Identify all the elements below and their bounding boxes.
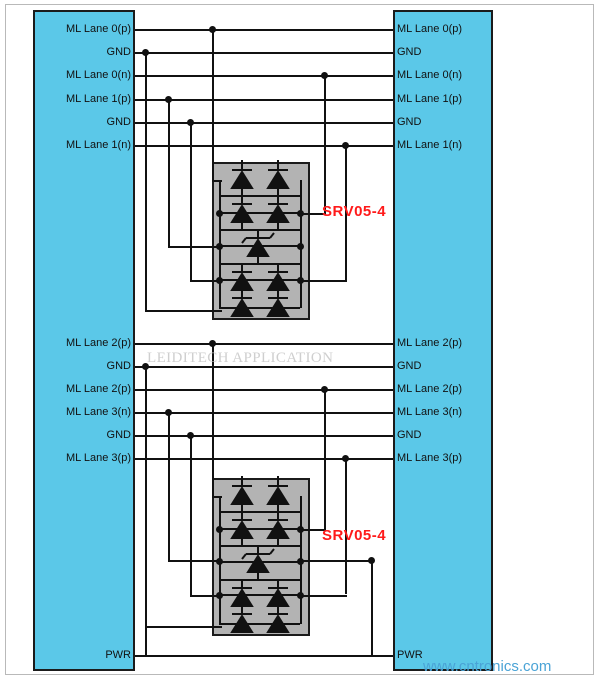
net-wire-lane1n xyxy=(135,145,393,147)
right-pin-label: PWR xyxy=(397,649,423,661)
junction-node xyxy=(165,96,172,103)
junction-node xyxy=(297,243,304,250)
net-wire-pwr xyxy=(135,655,393,657)
junction-node xyxy=(342,455,349,462)
junction-node xyxy=(342,142,349,149)
junction-node xyxy=(297,592,304,599)
left-pin-label: GND xyxy=(106,46,131,58)
left-pin-label: ML Lane 0(n) xyxy=(65,69,131,81)
route-v-gnd-bottom xyxy=(145,366,147,656)
net-wire-lane0n xyxy=(135,75,393,77)
junction-node xyxy=(187,119,194,126)
net-wire-lane0p xyxy=(135,29,393,31)
net-wire-lane3p xyxy=(135,458,393,460)
right-pin-label: GND xyxy=(397,360,422,372)
left-pin-label: ML Lane 3(p) xyxy=(65,452,131,464)
junction-node xyxy=(216,558,223,565)
route-v-lane2p2-bottom xyxy=(324,389,326,529)
junction-node xyxy=(297,558,304,565)
junction-node xyxy=(368,557,375,564)
right-pin-label: ML Lane 3(n) xyxy=(397,406,463,418)
right-pin-label: GND xyxy=(397,46,422,58)
route-h-bottom-7 xyxy=(300,560,372,562)
right-pin-label: ML Lane 1(n) xyxy=(397,139,463,151)
route-h-top-4 xyxy=(145,310,222,312)
junction-node xyxy=(187,432,194,439)
net-wire-gnd-2 xyxy=(135,122,393,124)
right-pin-label: ML Lane 0(p) xyxy=(397,23,463,35)
route-v-gnd-top xyxy=(145,52,147,312)
left-pin-label: ML Lane 1(p) xyxy=(65,93,131,105)
junction-node xyxy=(297,277,304,284)
tvs-array-top xyxy=(212,162,310,320)
left-pin-label: ML Lane 1(n) xyxy=(65,139,131,151)
left-pin-label: ML Lane 3(n) xyxy=(65,406,131,418)
route-h-top-1 xyxy=(212,180,222,182)
right-pin-label: ML Lane 2(p) xyxy=(397,337,463,349)
right-pin-label: ML Lane 0(n) xyxy=(397,69,463,81)
net-wire-lane2p-2 xyxy=(135,389,393,391)
right-pin-label: ML Lane 3(p) xyxy=(397,452,463,464)
watermark-company: LEIDITECH APPLICATION xyxy=(147,350,334,366)
junction-node xyxy=(216,592,223,599)
net-wire-lane3n xyxy=(135,412,393,414)
route-v-gnd2-top xyxy=(190,122,192,282)
junction-node xyxy=(216,526,223,533)
net-wire-gnd-4 xyxy=(135,435,393,437)
net-wire-lane2p xyxy=(135,343,393,345)
net-wire-gnd-1 xyxy=(135,52,393,54)
left-pin-label: ML Lane 2(p) xyxy=(65,383,131,395)
net-wire-lane1p xyxy=(135,99,393,101)
junction-node xyxy=(216,243,223,250)
junction-node xyxy=(321,386,328,393)
route-h-bottom-1 xyxy=(212,496,222,498)
route-v-lane0n-top xyxy=(324,75,326,215)
right-pin-label: ML Lane 1(p) xyxy=(397,93,463,105)
junction-node xyxy=(297,210,304,217)
right-pin-label: GND xyxy=(397,429,422,441)
part-label-bottom: SRV05-4 xyxy=(322,527,387,544)
junction-node xyxy=(216,277,223,284)
junction-node xyxy=(165,409,172,416)
junction-node xyxy=(216,210,223,217)
route-v-lane3n-bottom xyxy=(168,412,170,561)
right-pin-label: ML Lane 2(p) xyxy=(397,383,463,395)
left-pin-label: GND xyxy=(106,429,131,441)
route-h-top-6 xyxy=(300,280,347,282)
route-v-pwr-bottom xyxy=(371,560,373,657)
left-pin-label: PWR xyxy=(105,649,131,661)
route-v-lane0p-top xyxy=(212,29,214,182)
junction-node xyxy=(209,340,216,347)
right-pin-label: GND xyxy=(397,116,422,128)
left-pin-label: ML Lane 0(p) xyxy=(65,23,131,35)
left-pin-label: GND xyxy=(106,360,131,372)
route-h-top-2 xyxy=(168,246,222,248)
tvs-array-bottom xyxy=(212,478,310,636)
left-pin-label: ML Lane 2(p) xyxy=(65,337,131,349)
junction-node xyxy=(142,49,149,56)
route-v-lane3p-bottom xyxy=(345,458,347,594)
junction-node xyxy=(209,26,216,33)
left-pin-label: GND xyxy=(106,116,131,128)
part-label-top: SRV05-4 xyxy=(322,203,387,220)
route-v-gnd2-bottom xyxy=(190,435,192,596)
junction-node xyxy=(321,72,328,79)
route-v-lane1p-top xyxy=(168,99,170,248)
watermark-url: www.cntronics.com xyxy=(423,658,552,675)
route-h-bottom-4 xyxy=(145,626,222,628)
route-h-bottom-6 xyxy=(300,595,347,597)
junction-node xyxy=(297,526,304,533)
route-h-bottom-2 xyxy=(168,560,222,562)
